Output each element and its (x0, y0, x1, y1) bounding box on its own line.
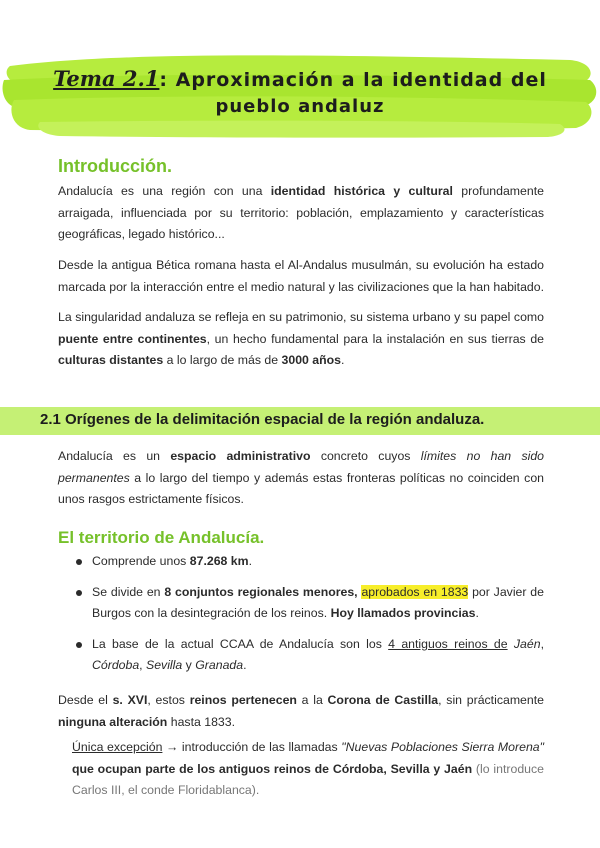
text-run: Desde el (58, 693, 113, 707)
text-run-bold: 87.268 km (189, 554, 249, 568)
text-run-underline: Única excepción (72, 740, 163, 754)
text-run: . (341, 353, 345, 367)
text-run-bold: reinos pertenecen (189, 693, 297, 707)
text-run: → introducción de las llamadas (162, 740, 342, 754)
brush-stroke-background (0, 50, 600, 138)
text-run: hasta 1833. (167, 714, 236, 729)
section-paragraph-1 (58, 446, 544, 511)
text-run: , (540, 636, 544, 651)
text-run: Andalucía es una región con una (58, 184, 271, 198)
text-run-bold: s. XVI (112, 693, 148, 707)
bullet-icon (76, 559, 82, 565)
text-run-underline: 4 antiguos reinos de (388, 636, 508, 651)
text-run: a lo largo del tiempo y además estas fronteras políticas no coinciden con unos rasgos estrictamente físicos. (58, 470, 544, 506)
text-run-italic: Sevilla (146, 658, 183, 672)
text-run: y (182, 658, 196, 672)
text-run: a la (296, 693, 328, 707)
text-run-italic: Jaén (513, 636, 541, 651)
text-run: Comprende unos (92, 554, 190, 568)
exception-paragraph (72, 737, 544, 802)
text-run: Se divide en (92, 584, 165, 599)
tema-label: Tema 2.1 (53, 66, 160, 91)
text-run-highlight: aprobados en 1833 (361, 584, 469, 599)
text-run: concreto cuyos (310, 449, 421, 463)
intro-heading: Introducción. (58, 156, 172, 176)
text-run-bold: puente entre continentes (58, 331, 207, 346)
text-run: . (248, 554, 252, 568)
text-run-italic: "Nuevas Poblaciones Sierra Morena" (341, 740, 544, 754)
text-run: Andalucía es un (58, 449, 171, 463)
bullet-icon (76, 642, 82, 648)
text-run: , (139, 658, 147, 672)
territorio-paragraph (58, 690, 544, 733)
title-banner (0, 50, 600, 138)
text-run: La base de la actual CCAA de Andalucía son los (92, 636, 389, 651)
page-title-line-2: pueblo andaluz (215, 96, 385, 117)
text-run-italic: Granada (195, 658, 244, 672)
text-run: . (475, 606, 479, 620)
section-title: 2.1 Orígenes de la delimitación espacial de la región andaluza. (40, 411, 485, 428)
list-item (58, 551, 544, 573)
text-run: , un hecho fundamental para la instalación en sus tierras de (206, 331, 545, 346)
text-run: por Javier de Burgos con la desintegración de los reinos. (92, 584, 544, 620)
text-run-bold: ninguna alteración (58, 714, 168, 729)
text-run-bold: 8 conjuntos regionales menores, (164, 584, 358, 599)
list-item (58, 634, 544, 677)
territorio-heading: El territorio de Andalucía. (58, 528, 265, 547)
text-run: a lo largo de más de (163, 353, 282, 367)
text-run-bold: culturas distantes (58, 353, 164, 367)
intro-paragraph-1 (58, 181, 544, 246)
text-run-bold: que ocupan parte de los antiguos reinos de Córdoba, Sevilla y Jaén (72, 761, 473, 776)
text-run: , sin prácticamente (438, 693, 544, 707)
list-item (58, 582, 544, 625)
territorio-list (58, 551, 544, 686)
text-run: profundamente arraigada, influenciada por su territorio: población, emplazamiento y características geográficas, legado histórico... (58, 184, 544, 241)
text-run-italic: límites no han sido permanentes (58, 449, 545, 485)
text-run: . (243, 658, 247, 672)
text-run-bold: identidad histórica y cultural (270, 184, 453, 198)
intro-paragraph-3 (58, 307, 544, 372)
page-title-line-1 (0, 66, 600, 91)
text-run-bold: espacio administrativo (170, 449, 311, 463)
text-run-bold: 3000 años (281, 353, 341, 367)
bullet-icon (76, 590, 82, 596)
text-run-bold: Corona de Castilla (327, 693, 439, 707)
title-text-1: : Aproximación a la identidad del (159, 69, 547, 91)
text-run: La singularidad andaluza se refleja en su patrimonio, su sistema urbano y su papel como (58, 310, 544, 324)
text-run: , estos (147, 693, 190, 707)
intro-paragraph-2: Desde la antigua Bética romana hasta el Al-Andalus musulmán, su evolución ha estado marcada por la interacción entre el medio natural y las civilizaciones que la han habitado. (58, 258, 545, 294)
text-run-italic: Córdoba (92, 658, 140, 672)
text-run-bold: Hoy llamados provincias (330, 606, 476, 620)
text-run-gray: (lo introduce Carlos III, el conde Floridablanca). (72, 761, 544, 797)
